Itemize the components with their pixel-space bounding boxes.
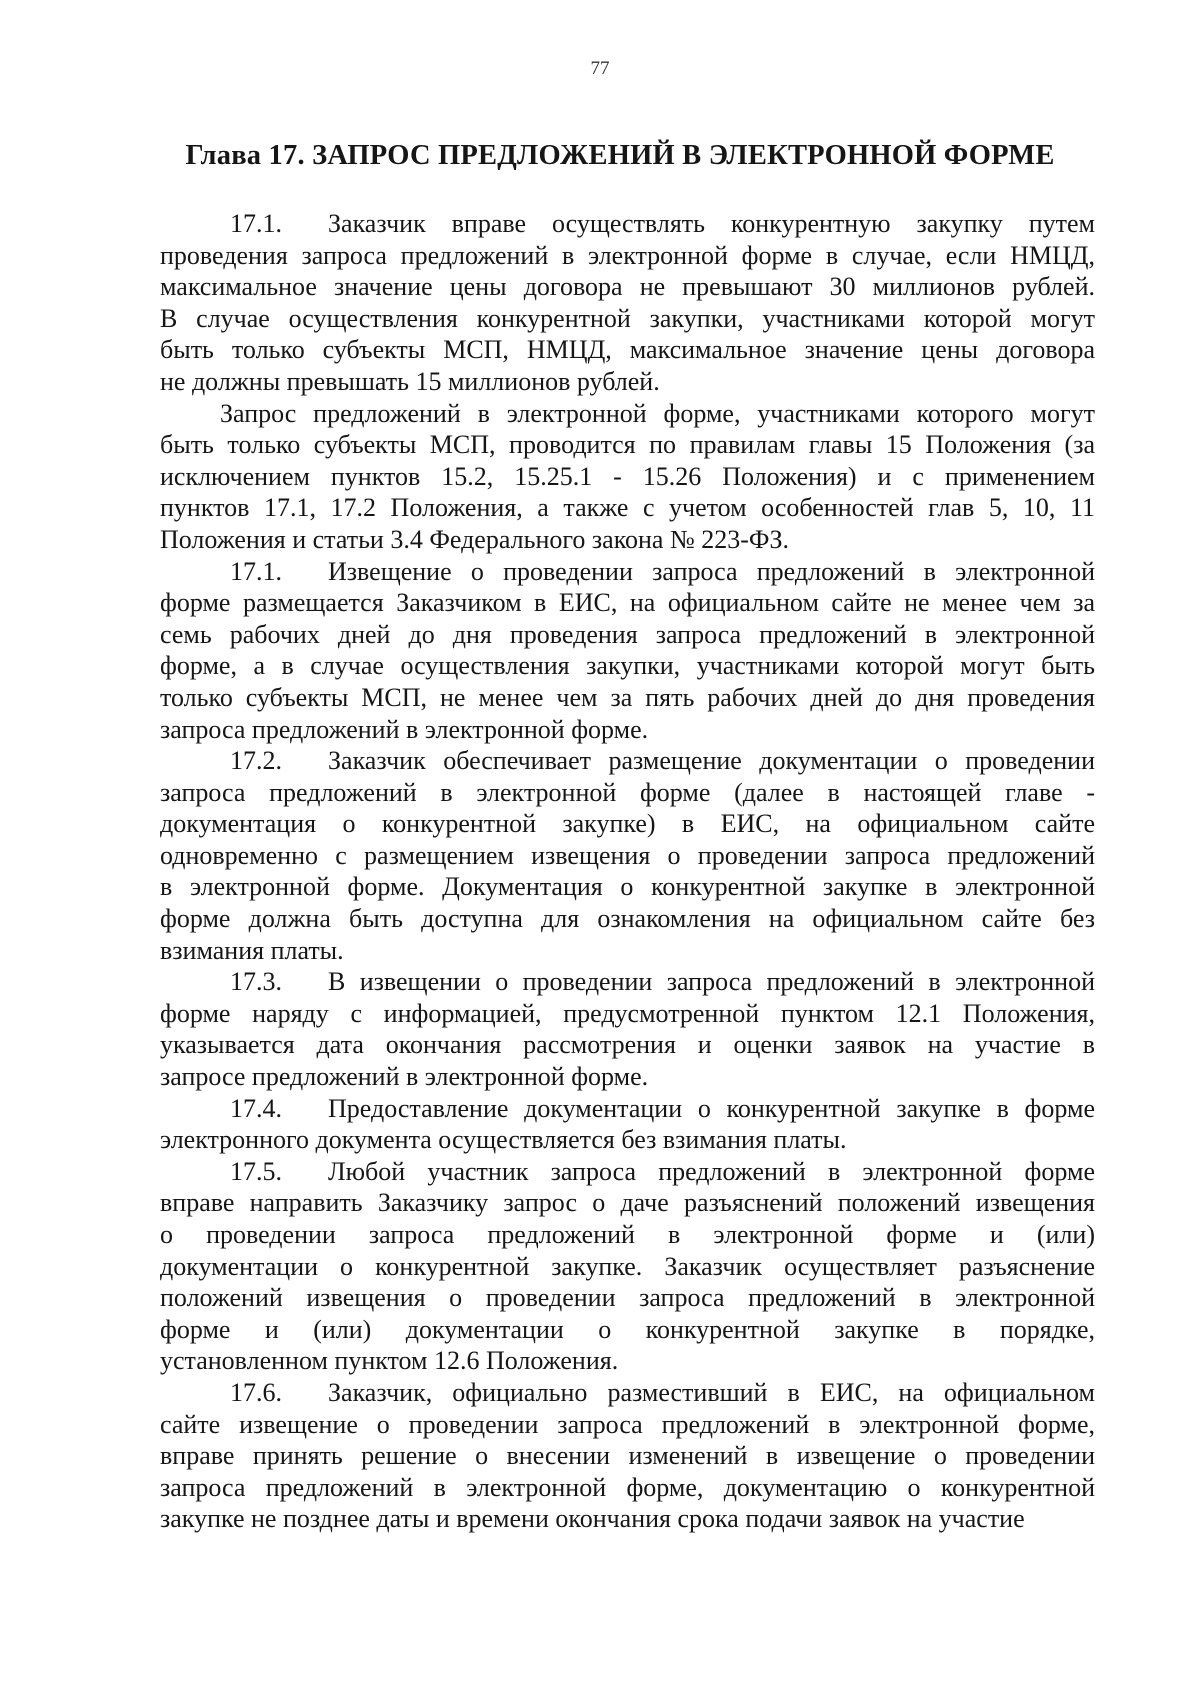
text-line: быть только субъекты МСП, проводится по правилам главы 15 Положения (за [160,430,1095,460]
paragraph [160,966,1095,1092]
text-line: только субъекты МСП, не менее чем за пять рабочих дней до дня проведения [160,682,1095,712]
paragraph [160,745,1095,966]
paragraph [160,208,1095,398]
text-line: 17.3. В извещении о проведении запроса предложений в электронной [230,967,1095,997]
text-line: В случае осуществления конкурентной закупки, участниками которой могут [160,303,1095,333]
text-line: закупке не позднее даты и времени окончания срока подачи заявок на участие [160,1504,1025,1534]
text-line: проведения запроса предложений в электронной форме в случае, если НМЦД, [160,240,1095,270]
text-line: запроса предложений в электронной форме. [160,714,649,744]
page-number: 77 [590,58,610,79]
text-line: 17.1. Извещение о проведении запроса предложений в электронной [230,556,1095,586]
clause-number: 17.5. [230,1156,282,1186]
text-line: Запрос предложений в электронной форме, участниками которого могут [220,398,1095,428]
text-line: Положения и статьи 3.4 Федерального закона № 223-ФЗ. [160,524,789,554]
clause-number: 17.1. [230,209,282,238]
text-line: форме размещается Заказчиком в ЕИС, на официальном сайте не менее чем за [160,588,1095,618]
text-line: указывается дата окончания рассмотрения и оценки заявок на участие в [160,1030,1095,1060]
text-line: взимания платы. [160,935,344,965]
text-line: одновременно с размещением извещения о проведении запроса предложений [160,840,1095,870]
text-line: электронного документа осуществляется без взимания платы. [160,1125,847,1155]
text-line: 17.5. Любой участник запроса предложений в электронной форме [230,1156,1095,1186]
clause-number: 17.2. [230,746,282,776]
text-line: 17.2. Заказчик обеспечивает размещение документации о проведении [230,746,1095,776]
text-line: максимальное значение цены договора не превышают 30 миллионов рублей. [160,272,1095,302]
text-line: пунктов 17.1, 17.2 Положения, а также с учетом особенностей глав 5, 10, 11 [160,493,1095,523]
chapter-title: Глава 17. ЗАПРОС ПРЕДЛОЖЕНИЙ В ЭЛЕКТРОННОЙ ФОРМЕ [185,140,1055,171]
document-body [160,208,1095,1535]
text-line: в электронной форме. Документация о конкурентной закупке в электронной [160,872,1095,902]
text-line: 17.4. Предоставление документации о конкурентной закупке в форме [230,1093,1095,1123]
paragraph [160,1093,1095,1156]
text-line: быть только субъекты МСП, НМЦД, максимальное значение цены договора [160,335,1095,365]
clause-number: 17.1. [230,556,282,586]
text-line: документация о конкурентной закупке) в ЕИС, на официальном сайте [160,809,1095,839]
paragraph [160,1156,1095,1377]
text-line: форме наряду с информацией, предусмотренной пунктом 12.1 Положения, [160,998,1095,1028]
text-line: запроса предложений в электронной форме (далее в настоящей главе - [160,777,1095,807]
text-line: о проведении запроса предложений в электронной форме и (или) [160,1220,1095,1249]
text-line: документации о конкурентной закупке. Заказчик осуществляет разъяснение [160,1251,1095,1281]
text-line: сайте извещение о проведении запроса предложений в электронной форме, [160,1409,1095,1439]
text-line: 17.6. Заказчик, официально разместивший в ЕИС, на официальном [230,1377,1095,1407]
text-line: исключением пунктов 15.2, 15.25.1 - 15.26 Положения) и с применением [160,461,1095,491]
text-line: установленном пунктом 12.6 Положения. [160,1346,619,1376]
clause-number: 17.6. [230,1377,282,1407]
paragraph [160,1377,1095,1535]
text-line: не должны превышать 15 миллионов рублей. [160,366,660,396]
text-line: семь рабочих дней до дня проведения запроса предложений в электронной [160,619,1095,649]
text-line: форме и (или) документации о конкурентной закупке в порядке, [160,1314,1095,1344]
text-line: вправе направить Заказчику запрос о даче разъяснений положений извещения [160,1188,1095,1218]
paragraph [160,556,1095,746]
text-line: 17.1. Заказчик вправе осуществлять конкурентную закупку путем [230,209,1095,238]
text-line: форме, а в случае осуществления закупки, участниками которой могут быть [160,651,1095,681]
text-line: форме должна быть доступна для ознакомления на официальном сайте без [160,904,1095,934]
text-line: положений извещения о проведении запроса предложений в электронной [160,1283,1095,1313]
text-line: запроса предложений в электронной форме, документацию о конкурентной [160,1472,1095,1502]
text-line: вправе принять решение о внесении изменений в извещение о проведении [160,1441,1095,1471]
clause-number: 17.4. [230,1093,282,1123]
paragraph [160,398,1095,556]
text-line: запросе предложений в электронной форме. [160,1062,649,1092]
clause-number: 17.3. [230,967,282,997]
